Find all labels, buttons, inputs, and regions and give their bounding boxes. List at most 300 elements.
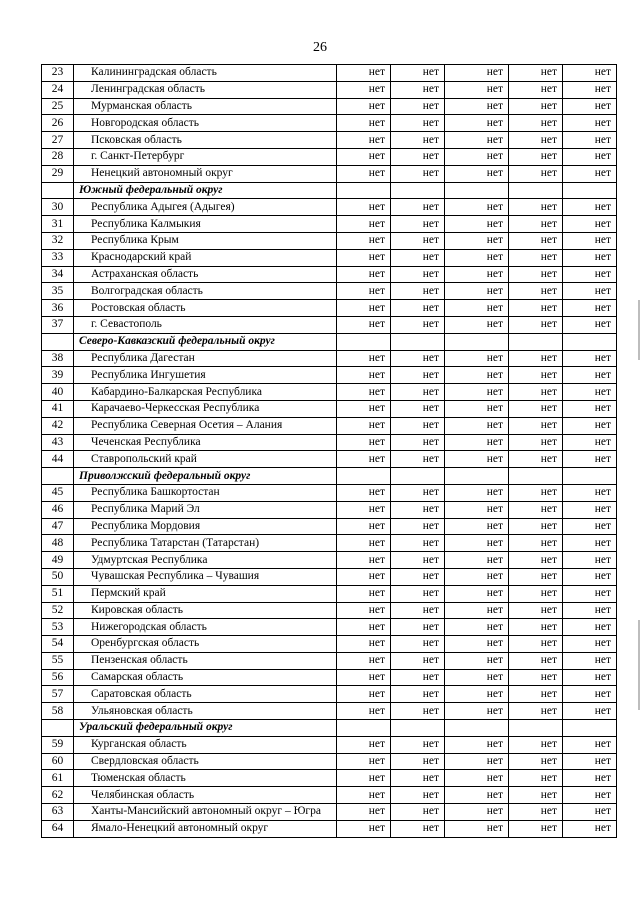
value-cell: нет <box>391 736 445 753</box>
row-number: 30 <box>42 199 74 216</box>
region-name: Ростовская область <box>74 300 337 317</box>
value-cell: нет <box>391 787 445 804</box>
table-row <box>42 384 617 401</box>
value-cell: нет <box>337 804 391 821</box>
value-cell: нет <box>563 484 617 501</box>
value-cell <box>337 182 391 199</box>
table-row <box>42 652 617 669</box>
table-row <box>42 669 617 686</box>
row-number: 62 <box>42 787 74 804</box>
value-cell: нет <box>445 81 509 98</box>
table-row <box>42 165 617 182</box>
row-number: 27 <box>42 132 74 149</box>
value-cell <box>563 182 617 199</box>
value-cell: нет <box>337 316 391 333</box>
regions-table <box>41 64 617 838</box>
value-cell: нет <box>391 568 445 585</box>
row-number: 50 <box>42 568 74 585</box>
region-name: Пензенская область <box>74 652 337 669</box>
value-cell: нет <box>445 400 509 417</box>
value-cell <box>391 182 445 199</box>
row-number: 28 <box>42 148 74 165</box>
value-cell: нет <box>563 501 617 518</box>
table-row <box>42 266 617 283</box>
value-cell: нет <box>445 652 509 669</box>
value-cell: нет <box>445 148 509 165</box>
value-cell: нет <box>509 300 563 317</box>
value-cell: нет <box>445 686 509 703</box>
value-cell: нет <box>337 300 391 317</box>
value-cell <box>445 720 509 737</box>
value-cell: нет <box>391 585 445 602</box>
row-number: 56 <box>42 669 74 686</box>
row-number: 48 <box>42 535 74 552</box>
table-row <box>42 98 617 115</box>
value-cell: нет <box>337 451 391 468</box>
value-cell <box>563 333 617 350</box>
row-number: 61 <box>42 770 74 787</box>
value-cell: нет <box>337 501 391 518</box>
value-cell: нет <box>509 165 563 182</box>
district-header-row <box>42 182 617 199</box>
value-cell: нет <box>563 148 617 165</box>
row-number <box>42 333 74 350</box>
region-name: Ненецкий автономный округ <box>74 165 337 182</box>
value-cell: нет <box>445 736 509 753</box>
region-name: Республика Татарстан (Татарстан) <box>74 535 337 552</box>
value-cell: нет <box>391 451 445 468</box>
value-cell: нет <box>563 300 617 317</box>
value-cell: нет <box>337 115 391 132</box>
value-cell: нет <box>563 753 617 770</box>
value-cell: нет <box>509 367 563 384</box>
value-cell: нет <box>337 199 391 216</box>
table-row <box>42 367 617 384</box>
value-cell: нет <box>509 199 563 216</box>
value-cell: нет <box>563 350 617 367</box>
table-row <box>42 602 617 619</box>
value-cell <box>563 468 617 485</box>
value-cell: нет <box>563 232 617 249</box>
row-number: 35 <box>42 283 74 300</box>
table-row <box>42 636 617 653</box>
table-row <box>42 300 617 317</box>
value-cell: нет <box>337 65 391 82</box>
value-cell: нет <box>337 98 391 115</box>
value-cell: нет <box>445 535 509 552</box>
row-number: 40 <box>42 384 74 401</box>
table-row <box>42 316 617 333</box>
region-name: Мурманская область <box>74 98 337 115</box>
value-cell: нет <box>391 669 445 686</box>
table-row <box>42 552 617 569</box>
region-name: Республика Марий Эл <box>74 501 337 518</box>
value-cell: нет <box>445 787 509 804</box>
row-number <box>42 720 74 737</box>
value-cell: нет <box>445 316 509 333</box>
value-cell: нет <box>509 484 563 501</box>
row-number: 57 <box>42 686 74 703</box>
value-cell: нет <box>509 669 563 686</box>
value-cell: нет <box>445 820 509 837</box>
row-number: 53 <box>42 619 74 636</box>
table-row <box>42 417 617 434</box>
table-body <box>42 65 617 838</box>
row-number: 45 <box>42 484 74 501</box>
value-cell: нет <box>563 98 617 115</box>
value-cell: нет <box>509 787 563 804</box>
table-row <box>42 350 617 367</box>
row-number: 52 <box>42 602 74 619</box>
value-cell: нет <box>509 652 563 669</box>
value-cell: нет <box>337 232 391 249</box>
district-name: Северо-Кавказский федеральный округ <box>74 333 337 350</box>
value-cell: нет <box>509 132 563 149</box>
value-cell: нет <box>563 417 617 434</box>
value-cell: нет <box>337 350 391 367</box>
row-number: 63 <box>42 804 74 821</box>
value-cell: нет <box>391 535 445 552</box>
value-cell: нет <box>391 484 445 501</box>
value-cell: нет <box>391 283 445 300</box>
value-cell: нет <box>509 434 563 451</box>
value-cell: нет <box>445 552 509 569</box>
row-number: 34 <box>42 266 74 283</box>
table-row <box>42 753 617 770</box>
region-name: Кабардино-Балкарская Республика <box>74 384 337 401</box>
value-cell: нет <box>391 652 445 669</box>
row-number: 25 <box>42 98 74 115</box>
value-cell: нет <box>391 686 445 703</box>
region-name: Ставропольский край <box>74 451 337 468</box>
region-name: Республика Северная Осетия – Алания <box>74 417 337 434</box>
row-number: 51 <box>42 585 74 602</box>
region-name: Псковская область <box>74 132 337 149</box>
value-cell: нет <box>391 400 445 417</box>
value-cell <box>509 333 563 350</box>
row-number: 44 <box>42 451 74 468</box>
value-cell: нет <box>509 283 563 300</box>
value-cell: нет <box>337 384 391 401</box>
value-cell: нет <box>391 316 445 333</box>
region-name: Удмуртская Республика <box>74 552 337 569</box>
value-cell: нет <box>509 804 563 821</box>
value-cell: нет <box>445 98 509 115</box>
value-cell: нет <box>445 585 509 602</box>
value-cell: нет <box>509 148 563 165</box>
value-cell: нет <box>563 65 617 82</box>
value-cell: нет <box>445 300 509 317</box>
value-cell: нет <box>391 636 445 653</box>
value-cell: нет <box>563 585 617 602</box>
value-cell: нет <box>445 417 509 434</box>
value-cell <box>445 333 509 350</box>
value-cell <box>509 720 563 737</box>
value-cell: нет <box>509 585 563 602</box>
value-cell <box>337 720 391 737</box>
value-cell: нет <box>391 820 445 837</box>
value-cell: нет <box>337 703 391 720</box>
table-row <box>42 249 617 266</box>
region-name: Пермский край <box>74 585 337 602</box>
value-cell <box>509 182 563 199</box>
value-cell: нет <box>509 753 563 770</box>
value-cell: нет <box>445 249 509 266</box>
table-row <box>42 400 617 417</box>
value-cell: нет <box>337 652 391 669</box>
value-cell: нет <box>445 350 509 367</box>
row-number: 31 <box>42 216 74 233</box>
district-header-row <box>42 333 617 350</box>
value-cell: нет <box>445 165 509 182</box>
row-number: 42 <box>42 417 74 434</box>
value-cell: нет <box>509 820 563 837</box>
value-cell <box>337 468 391 485</box>
region-name: Астраханская область <box>74 266 337 283</box>
value-cell: нет <box>509 686 563 703</box>
region-name: Саратовская область <box>74 686 337 703</box>
value-cell: нет <box>337 552 391 569</box>
region-name: Ханты-Мансийский автономный округ – Югра <box>74 804 337 821</box>
value-cell: нет <box>337 518 391 535</box>
table-row <box>42 518 617 535</box>
value-cell: нет <box>563 400 617 417</box>
table-row <box>42 81 617 98</box>
value-cell: нет <box>391 350 445 367</box>
value-cell: нет <box>509 568 563 585</box>
value-cell: нет <box>509 232 563 249</box>
value-cell: нет <box>445 132 509 149</box>
value-cell: нет <box>337 400 391 417</box>
row-number: 55 <box>42 652 74 669</box>
value-cell: нет <box>563 81 617 98</box>
value-cell: нет <box>391 417 445 434</box>
value-cell: нет <box>337 535 391 552</box>
value-cell: нет <box>509 350 563 367</box>
value-cell <box>509 468 563 485</box>
value-cell <box>391 333 445 350</box>
row-number: 59 <box>42 736 74 753</box>
row-number: 47 <box>42 518 74 535</box>
region-name: Свердловская область <box>74 753 337 770</box>
region-name: Республика Крым <box>74 232 337 249</box>
value-cell: нет <box>563 619 617 636</box>
value-cell: нет <box>337 686 391 703</box>
value-cell: нет <box>337 417 391 434</box>
value-cell: нет <box>445 568 509 585</box>
region-name: Чувашская Республика – Чувашия <box>74 568 337 585</box>
value-cell: нет <box>509 451 563 468</box>
value-cell: нет <box>445 602 509 619</box>
value-cell: нет <box>563 820 617 837</box>
value-cell: нет <box>509 501 563 518</box>
value-cell: нет <box>563 283 617 300</box>
value-cell <box>391 720 445 737</box>
row-number: 43 <box>42 434 74 451</box>
value-cell: нет <box>445 115 509 132</box>
value-cell: нет <box>509 400 563 417</box>
value-cell: нет <box>563 132 617 149</box>
value-cell: нет <box>445 518 509 535</box>
value-cell: нет <box>337 81 391 98</box>
value-cell: нет <box>563 770 617 787</box>
value-cell: нет <box>509 384 563 401</box>
value-cell <box>445 468 509 485</box>
table-row <box>42 132 617 149</box>
value-cell: нет <box>391 602 445 619</box>
value-cell: нет <box>563 367 617 384</box>
table-row <box>42 804 617 821</box>
region-name: Республика Башкортостан <box>74 484 337 501</box>
value-cell: нет <box>509 518 563 535</box>
district-name: Приволжский федеральный округ <box>74 468 337 485</box>
value-cell: нет <box>337 787 391 804</box>
region-name: г. Санкт-Петербург <box>74 148 337 165</box>
table-row <box>42 568 617 585</box>
value-cell: нет <box>337 132 391 149</box>
region-name: г. Севастополь <box>74 316 337 333</box>
table-row <box>42 535 617 552</box>
region-name: Ямало-Ненецкий автономный округ <box>74 820 337 837</box>
row-number: 58 <box>42 703 74 720</box>
region-name: Республика Ингушетия <box>74 367 337 384</box>
value-cell: нет <box>509 636 563 653</box>
value-cell: нет <box>509 249 563 266</box>
value-cell: нет <box>563 266 617 283</box>
region-name: Новгородская область <box>74 115 337 132</box>
value-cell: нет <box>391 367 445 384</box>
value-cell: нет <box>445 232 509 249</box>
value-cell: нет <box>563 636 617 653</box>
value-cell: нет <box>337 636 391 653</box>
value-cell: нет <box>445 451 509 468</box>
row-number: 41 <box>42 400 74 417</box>
table-row <box>42 820 617 837</box>
value-cell: нет <box>563 115 617 132</box>
table-row <box>42 585 617 602</box>
value-cell: нет <box>509 736 563 753</box>
row-number: 64 <box>42 820 74 837</box>
value-cell: нет <box>445 703 509 720</box>
value-cell: нет <box>509 65 563 82</box>
value-cell: нет <box>391 81 445 98</box>
value-cell: нет <box>509 98 563 115</box>
value-cell: нет <box>563 535 617 552</box>
row-number: 37 <box>42 316 74 333</box>
value-cell: нет <box>509 115 563 132</box>
district-name: Южный федеральный округ <box>74 182 337 199</box>
row-number: 23 <box>42 65 74 82</box>
value-cell: нет <box>337 770 391 787</box>
value-cell: нет <box>563 249 617 266</box>
value-cell: нет <box>337 619 391 636</box>
value-cell: нет <box>509 619 563 636</box>
value-cell: нет <box>337 283 391 300</box>
value-cell: нет <box>391 98 445 115</box>
table-row <box>42 619 617 636</box>
table-row <box>42 216 617 233</box>
value-cell: нет <box>445 199 509 216</box>
region-name: Волгоградская область <box>74 283 337 300</box>
row-number: 36 <box>42 300 74 317</box>
value-cell: нет <box>509 703 563 720</box>
region-name: Ульяновская область <box>74 703 337 720</box>
district-header-row <box>42 720 617 737</box>
row-number: 26 <box>42 115 74 132</box>
value-cell <box>563 720 617 737</box>
value-cell: нет <box>563 518 617 535</box>
value-cell: нет <box>563 602 617 619</box>
region-name: Республика Адыгея (Адыгея) <box>74 199 337 216</box>
region-name: Самарская область <box>74 669 337 686</box>
value-cell: нет <box>337 165 391 182</box>
value-cell: нет <box>445 669 509 686</box>
table-row <box>42 736 617 753</box>
table-row <box>42 148 617 165</box>
value-cell <box>445 182 509 199</box>
value-cell: нет <box>391 132 445 149</box>
table-row <box>42 232 617 249</box>
value-cell: нет <box>391 165 445 182</box>
value-cell: нет <box>391 770 445 787</box>
value-cell: нет <box>337 736 391 753</box>
table-row <box>42 199 617 216</box>
table-row <box>42 703 617 720</box>
value-cell: нет <box>445 283 509 300</box>
value-cell: нет <box>563 568 617 585</box>
value-cell: нет <box>391 384 445 401</box>
value-cell: нет <box>563 552 617 569</box>
region-name: Челябинская область <box>74 787 337 804</box>
value-cell: нет <box>391 199 445 216</box>
value-cell: нет <box>391 703 445 720</box>
table-row <box>42 65 617 82</box>
value-cell: нет <box>509 266 563 283</box>
value-cell: нет <box>337 484 391 501</box>
table-row <box>42 434 617 451</box>
row-number: 60 <box>42 753 74 770</box>
row-number: 54 <box>42 636 74 653</box>
value-cell: нет <box>445 770 509 787</box>
value-cell: нет <box>563 736 617 753</box>
value-cell: нет <box>391 216 445 233</box>
value-cell: нет <box>391 434 445 451</box>
region-name: Кировская область <box>74 602 337 619</box>
district-name: Уральский федеральный округ <box>74 720 337 737</box>
value-cell: нет <box>337 367 391 384</box>
value-cell: нет <box>563 652 617 669</box>
value-cell <box>391 468 445 485</box>
table-row <box>42 787 617 804</box>
table-row <box>42 484 617 501</box>
value-cell: нет <box>391 501 445 518</box>
value-cell: нет <box>391 804 445 821</box>
value-cell: нет <box>509 552 563 569</box>
value-cell: нет <box>337 669 391 686</box>
value-cell: нет <box>563 686 617 703</box>
region-name: Нижегородская область <box>74 619 337 636</box>
value-cell: нет <box>445 216 509 233</box>
value-cell <box>337 333 391 350</box>
value-cell: нет <box>563 787 617 804</box>
region-name: Республика Калмыкия <box>74 216 337 233</box>
value-cell: нет <box>445 804 509 821</box>
table-row <box>42 451 617 468</box>
value-cell: нет <box>337 602 391 619</box>
value-cell: нет <box>337 216 391 233</box>
value-cell: нет <box>337 820 391 837</box>
row-number: 29 <box>42 165 74 182</box>
